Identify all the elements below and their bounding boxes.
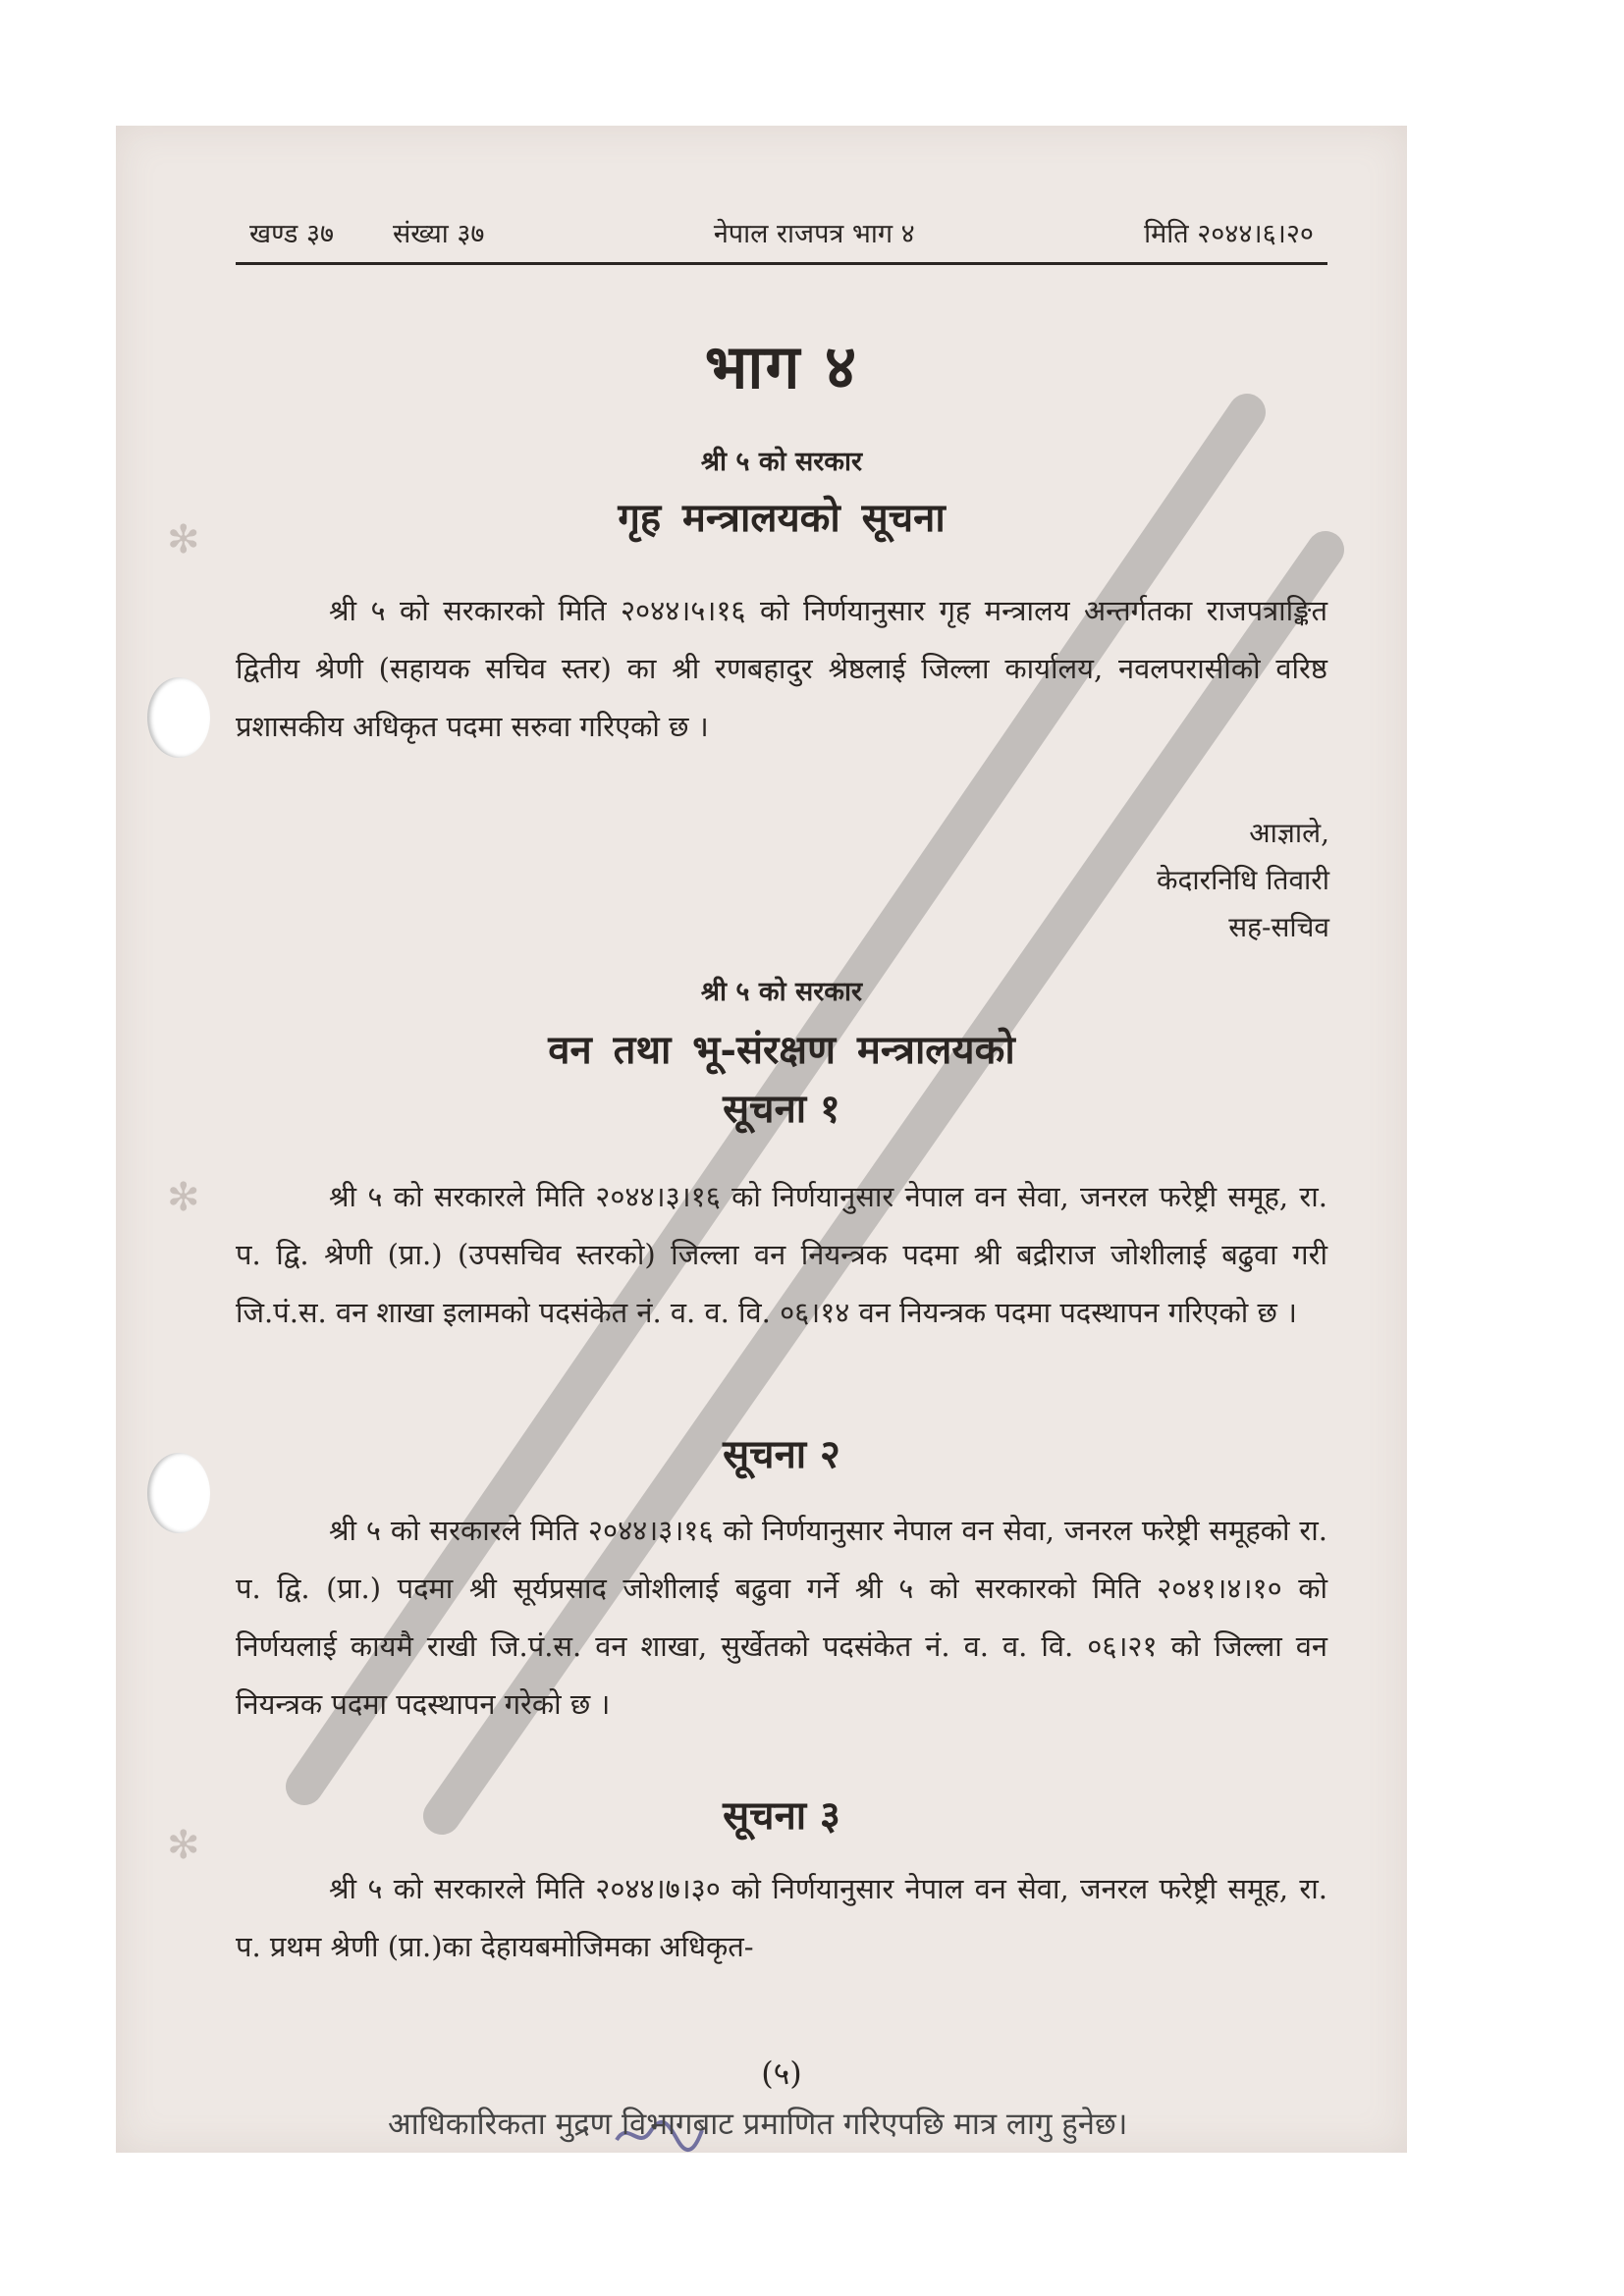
signature-order: आज्ञाले, <box>1249 817 1329 849</box>
issue-number: संख्या ३७ <box>393 219 485 249</box>
notice-title: सूचना ३ <box>723 1792 840 1839</box>
gazette-part: नेपाल राजपत्र भाग ४ <box>713 219 915 249</box>
page-number: (५) <box>761 2055 802 2092</box>
government-label: श्री ५ को सरकार <box>700 977 863 1007</box>
gazette-header <box>236 214 1327 265</box>
government-label: श्री ५ को सरकार <box>700 447 863 477</box>
punch-hole-bottom <box>147 1453 210 1533</box>
notice-title: सूचना २ <box>723 1431 840 1477</box>
ministry-heading: वन तथा भू-संरक्षण मन्त्रालयको <box>548 1027 1015 1073</box>
paper-crease-mark: ✻ <box>167 1823 200 1868</box>
volume-number: खण्ड ३७ <box>249 219 335 249</box>
signatory-title: सह-सचिव <box>1228 911 1329 943</box>
notice-body: श्री ५ को सरकारले मिति २०४४।३।१६ को निर्णयानुसार नेपाल वन सेवा, जनरल फरेष्ट्री समूहको रा. प. द्वि. (प्रा.) पदमा श्री सूर्यप्रसाद जोशीलाई बढुवा गर्ने श्री ५ को सरकारको मिति २०४१।४।१० को निर्णयलाई कायमै राखी जि.पं.स. वन शाखा, सुर्खेतको पदसंकेत नं. व. व. वि. ०६।२१ को जिल्ला वन नियन्त्रक पदमा पदस्थापन गरेको छ । <box>236 1514 1327 1721</box>
part-title: भाग ४ <box>704 331 859 402</box>
paper-crease-mark: ✻ <box>167 1175 200 1220</box>
authenticity-disclaimer: आधिकारिकता मुद्रण विभागबाट प्रमाणित गरिएपछि मात्र लागु हुनेछ। <box>388 2107 1128 2142</box>
signatory-name: केदारनिधि तिवारी <box>1157 864 1329 896</box>
paper-crease-mark: ✻ <box>167 517 200 562</box>
signature-block <box>1157 810 1329 951</box>
notice-title: सूचना १ <box>723 1086 840 1132</box>
home-ministry-notice: श्री ५ को सरकारको मिति २०४४।५।१६ को निर्णयानुसार गृह मन्त्रालय अन्तर्गतका राजपत्राङ्कित द्वितीय श्रेणी (सहायक सचिव स्तर) का श्री रणबहादुर श्रेष्ठलाई जिल्ला कार्यालय, नवलपरासीको वरिष्ठ प्रशासकीय अधिकृत पदमा सरुवा गरिएको छ । <box>236 594 1327 743</box>
issue-date: मिति २०४४।६।२० <box>1144 219 1314 249</box>
notice-body: श्री ५ को सरकारले मिति २०४४।३।१६ को निर्णयानुसार नेपाल वन सेवा, जनरल फरेष्ट्री समूह, रा. प. द्वि. श्रेणी (प्रा.) (उपसचिव स्तरको) जिल्ला वन नियन्त्रक पदमा श्री बद्रीराज जोशीलाई बढुवा गरी जि.पं.स. वन शाखा इलामको पदसंकेत नं. व. व. वि. ०६।१४ वन नियन्त्रक पदमा पदस्थापन गरिएको छ । <box>236 1180 1327 1329</box>
punch-hole-top <box>147 677 210 758</box>
ministry-heading: गृह मन्त्रालयको सूचना <box>618 495 946 541</box>
notice-body: श्री ५ को सरकारले मिति २०४४।७।३० को निर्णयानुसार नेपाल वन सेवा, जनरल फरेष्ट्री समूह, रा. प. प्रथम श्रेणी (प्रा.)का देहायबमोजिमका अधिकृत- <box>236 1872 1327 1963</box>
gazette-page <box>116 126 1407 2153</box>
